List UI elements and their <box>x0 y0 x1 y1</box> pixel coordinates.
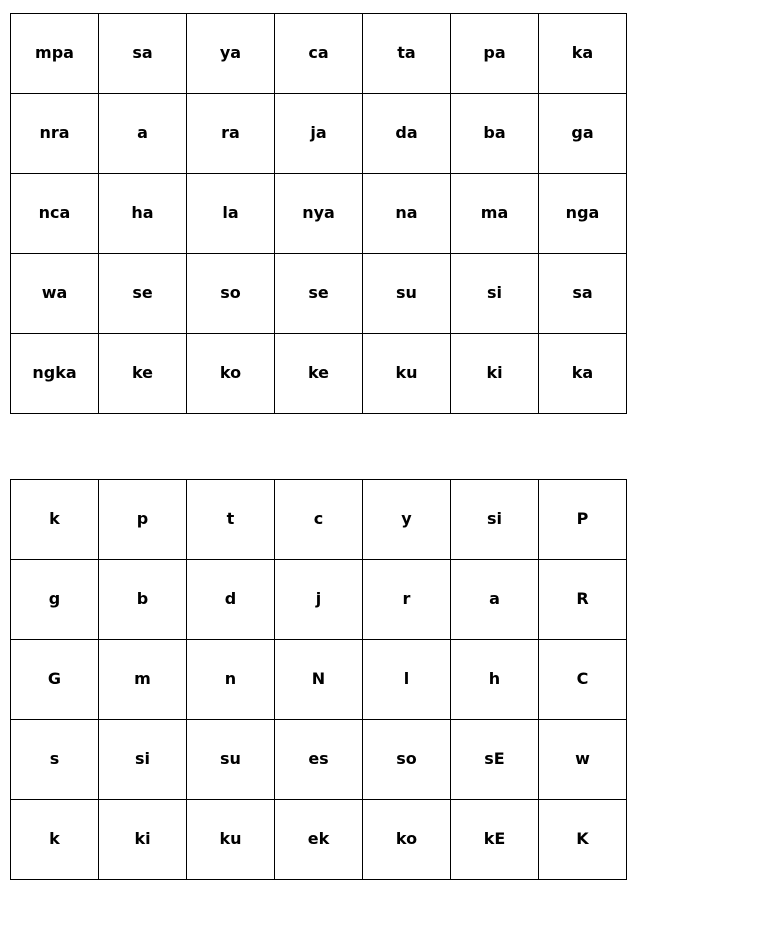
grid-cell <box>187 640 275 720</box>
grid-row <box>11 14 627 94</box>
grid-cell <box>363 560 451 640</box>
syllable-grid-bottom <box>10 479 627 880</box>
grid-cell-text: ko <box>395 828 418 848</box>
grid-cell <box>363 800 451 880</box>
grid-cell-text: ke <box>307 362 330 382</box>
grid-cell <box>451 480 539 560</box>
grid-cell <box>275 480 363 560</box>
grid-cell <box>363 174 451 254</box>
grid-cell <box>363 254 451 334</box>
grid-cell <box>275 720 363 800</box>
grid-row <box>11 94 627 174</box>
grid-cell <box>99 800 187 880</box>
grid-cell-text: si <box>486 508 502 528</box>
grid-cell <box>187 174 275 254</box>
grid-cell <box>99 174 187 254</box>
grid-cell-text: G <box>47 668 62 688</box>
grid-cell <box>187 560 275 640</box>
grid-cell <box>99 720 187 800</box>
grid-cell <box>99 640 187 720</box>
grid-cell-text: p <box>136 508 149 528</box>
grid-cell <box>275 94 363 174</box>
grid-cell-text: ki <box>486 362 503 382</box>
grid-cell-text: ko <box>219 362 242 382</box>
grid-cell-text: l <box>403 668 410 688</box>
grid-cell-text: ma <box>480 202 509 222</box>
grid-cell <box>451 560 539 640</box>
grid-cell <box>539 560 627 640</box>
grid-cell-text: se <box>132 282 153 302</box>
grid-cell-text: h <box>488 668 501 688</box>
grid-row <box>11 720 627 800</box>
grid-cell <box>275 560 363 640</box>
grid-cell-text: nga <box>565 202 600 222</box>
grid-cell-text: a <box>489 588 500 608</box>
grid-cell <box>363 640 451 720</box>
grid-row <box>11 334 627 414</box>
grid-cell <box>275 14 363 94</box>
grid-cell-text: ga <box>571 122 594 142</box>
grid-cell-text: ki <box>134 828 151 848</box>
grid-cell-text: si <box>134 748 150 768</box>
grid-cell-text: R <box>576 588 589 608</box>
grid-cell-text: so <box>396 748 417 768</box>
grid-cell-text: ya <box>219 42 242 62</box>
grid-cell-text: ha <box>131 202 154 222</box>
grid-cell <box>99 560 187 640</box>
grid-cell <box>187 480 275 560</box>
grid-cell-text: na <box>395 202 418 222</box>
grid-cell <box>99 14 187 94</box>
grid-cell-text: j <box>315 588 322 608</box>
grid-cell <box>451 640 539 720</box>
grid-cell <box>11 560 99 640</box>
grid-cell <box>11 14 99 94</box>
grid-cell <box>11 174 99 254</box>
grid-row <box>11 640 627 720</box>
grid-cell <box>99 254 187 334</box>
grid-cell-text: ca <box>308 42 329 62</box>
grid-cell-text: g <box>48 588 61 608</box>
grid-cell-text: kE <box>483 828 506 848</box>
grid-cell <box>275 174 363 254</box>
grid-cell-text: w <box>575 748 590 768</box>
grid-cell-text: ke <box>131 362 154 382</box>
grid-cell-text: r <box>402 588 411 608</box>
grid-cell <box>363 14 451 94</box>
grid-cell-text: n <box>224 668 237 688</box>
grid-cell <box>11 720 99 800</box>
grid-cell-text: wa <box>41 282 68 302</box>
grid-cell <box>539 14 627 94</box>
grid-cell <box>539 800 627 880</box>
grid-cell <box>275 334 363 414</box>
grid-cell <box>451 14 539 94</box>
grid-cell <box>363 94 451 174</box>
grid-cell-text: sE <box>484 748 505 768</box>
grid-cell-text: pa <box>483 42 506 62</box>
grid-cell <box>275 640 363 720</box>
grid-cell-text: y <box>401 508 412 528</box>
grid-cell-text: su <box>220 748 241 768</box>
grid-cell <box>539 94 627 174</box>
grid-cell <box>539 334 627 414</box>
grid-cell-text: la <box>222 202 239 222</box>
grid-cell <box>451 800 539 880</box>
grid-cell-text: es <box>308 748 329 768</box>
grid-cell <box>275 800 363 880</box>
grid-cell <box>11 334 99 414</box>
grid-cell <box>11 94 99 174</box>
grid-cell-text: s <box>49 748 60 768</box>
grid-cell-text: t <box>226 508 235 528</box>
grid-cell-text: nca <box>38 202 71 222</box>
grid-cell-text: su <box>396 282 417 302</box>
grid-cell <box>451 254 539 334</box>
grid-cell-text: ja <box>310 122 327 142</box>
grid-cell <box>11 480 99 560</box>
grid-cell-text: nra <box>39 122 70 142</box>
grid-cell-text: mpa <box>35 42 74 62</box>
grid-cell-text: d <box>224 588 237 608</box>
grid-cell <box>187 254 275 334</box>
grid-row <box>11 254 627 334</box>
grid-cell-text: ka <box>571 362 594 382</box>
grid-cell <box>187 720 275 800</box>
grid-cell-text: k <box>49 828 60 848</box>
grid-cell <box>363 480 451 560</box>
grid-cell <box>187 800 275 880</box>
grid-cell <box>451 334 539 414</box>
grid-cell-text: sa <box>572 282 593 302</box>
grid-cell <box>539 174 627 254</box>
grid-cell-text: K <box>576 828 589 848</box>
grid-cell-text: nya <box>302 202 335 222</box>
grid-cell <box>363 720 451 800</box>
grid-cell-text: sa <box>132 42 153 62</box>
grid-cell-text: P <box>576 508 589 528</box>
grid-cell <box>187 334 275 414</box>
grid-cell-text: da <box>395 122 418 142</box>
grid-cell <box>11 254 99 334</box>
grid-cell <box>11 640 99 720</box>
grid-cell <box>275 254 363 334</box>
grid-cell-text: m <box>134 668 151 688</box>
grid-cell <box>451 94 539 174</box>
grid-row <box>11 480 627 560</box>
syllable-grid-top-body <box>11 14 627 414</box>
grid-cell-text: ra <box>221 122 240 142</box>
grid-cell-text: so <box>220 282 241 302</box>
grid-cell-text: ngka <box>32 362 77 382</box>
grid-cell <box>539 640 627 720</box>
syllable-grid-top <box>10 13 627 414</box>
grid-cell <box>99 94 187 174</box>
grid-row <box>11 560 627 640</box>
grid-row <box>11 800 627 880</box>
grid-cell-text: se <box>308 282 329 302</box>
grid-cell-text: ka <box>571 42 594 62</box>
grid-cell <box>11 800 99 880</box>
grid-cell-text: ta <box>397 42 416 62</box>
grid-cell-text: c <box>313 508 324 528</box>
grid-cell-text: ku <box>219 828 242 848</box>
grid-cell <box>539 254 627 334</box>
grid-cell <box>539 720 627 800</box>
grid-cell <box>451 174 539 254</box>
grid-cell <box>99 480 187 560</box>
grid-cell <box>363 334 451 414</box>
grid-cell-text: b <box>136 588 149 608</box>
grid-cell-text: C <box>576 668 589 688</box>
grid-row <box>11 174 627 254</box>
grid-cell <box>451 720 539 800</box>
grid-cell-text: k <box>49 508 60 528</box>
grid-cell <box>187 14 275 94</box>
grid-cell <box>99 334 187 414</box>
grid-cell-text: ek <box>307 828 330 848</box>
grid-cell <box>539 480 627 560</box>
grid-cell-text: a <box>137 122 148 142</box>
grid-cell-text: ba <box>483 122 506 142</box>
grid-cell-text: ku <box>395 362 418 382</box>
grid-cell-text: N <box>311 668 326 688</box>
grid-cell <box>187 94 275 174</box>
syllable-grid-bottom-body <box>11 480 627 880</box>
grid-cell-text: si <box>486 282 502 302</box>
